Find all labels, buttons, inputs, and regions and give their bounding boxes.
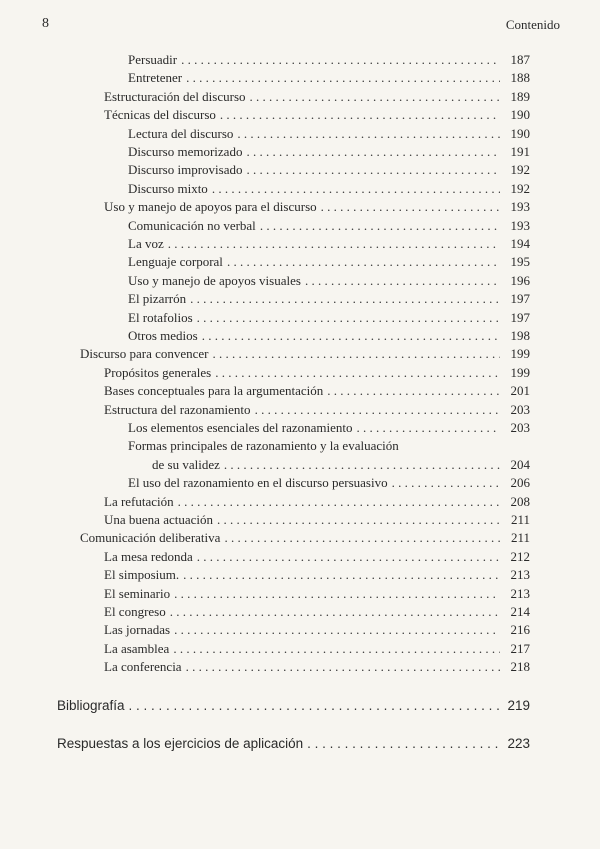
toc-entry [104,622,530,638]
toc-entry-page: 198 [510,328,530,343]
toc-entry-label: Estructuración del discurso [104,88,246,104]
toc-entry [104,402,530,418]
toc-entry-label: Lenguaje corporal [128,254,223,270]
dot-leader [321,199,500,215]
toc-entry-label: Comunicación deliberativa [80,530,221,546]
toc-entry-label: La voz [128,236,164,251]
toc-entry-label: Formas principales de razonamiento y la evaluación [128,438,399,454]
dot-leader [190,291,500,307]
dot-leader [237,126,500,142]
toc-entry-page: 213 [510,567,530,583]
running-head: Contenido [505,17,560,32]
toc-entry-label: Otros medios [128,328,198,343]
toc-entry [104,365,530,381]
dot-leader [255,402,500,418]
dot-leader [170,604,500,620]
dot-leader [246,144,500,160]
toc-major-entry [57,736,530,752]
toc-entry [104,512,530,528]
dot-leader [213,346,501,362]
toc-entry-label: El pizarrón [128,291,187,307]
toc-entry [104,586,530,602]
toc-entry-page: 212 [510,548,530,564]
toc-entry-page: 188 [510,70,530,86]
toc-entry-label: El uso del razonamiento en el discurso persuasivo [128,475,388,491]
dot-leader [392,475,500,491]
toc-entry-label: Discurso improvisado [128,162,243,178]
toc-entry-page: 211 [510,512,530,527]
dot-leader [168,236,500,252]
dot-leader [174,622,500,638]
toc-entry-label: El congreso [104,604,166,619]
toc-entry [104,494,530,510]
toc-entry-page: 204 [510,456,530,472]
toc-entry-label: Discurso para convencer [80,346,209,362]
toc-entry-page: 197 [510,309,530,325]
toc-entry-label: Propósitos generales [104,364,212,380]
dot-leader [197,549,500,565]
dot-leader [246,162,500,178]
toc-entry-page: 203 [510,420,530,435]
toc-entry-page: 203 [510,401,530,417]
toc-entry-page: 194 [510,236,530,251]
dot-leader [227,254,500,270]
toc-entry [104,659,530,675]
toc-entry [104,199,530,215]
toc-entry-label: El simposium. [104,567,180,583]
toc-entry-label: Uso y manejo de apoyos visuales [128,272,301,288]
toc-entry-page: 190 [510,125,530,141]
toc-entry-page: 192 [510,162,530,178]
toc-entry-label: Bases conceptuales para la argumentación [104,383,324,399]
toc-entry [128,236,530,252]
toc-major-entry-label: Respuestas a los ejercicios de aplicación [57,736,304,751]
toc-entry [152,457,530,473]
dot-leader [183,567,500,583]
toc-entry-page: 191 [510,144,530,159]
toc-entry [128,181,530,197]
toc-entry-page: 199 [510,364,530,380]
page-number: 8 [42,16,49,31]
toc-entry-page: 201 [510,383,530,399]
toc-entry [128,52,530,68]
toc-entry [128,218,530,234]
dot-leader [129,698,500,714]
toc-entry-label: Entretener [128,70,183,86]
toc-entry [104,567,530,583]
toc-entry-label: Los elementos esenciales del razonamiento [128,420,353,435]
toc-entry [104,641,530,657]
toc-entry-label: Lectura del discurso [128,125,234,141]
toc-entry-label: El seminario [104,585,171,601]
toc-entry [128,438,530,454]
dot-leader [178,494,500,510]
dot-leader [305,273,500,289]
toc-entry-page: 197 [510,291,530,307]
toc-entry [104,107,530,123]
toc-entry-label: Técnicas del discurso [104,107,216,123]
toc-entry-page: 214 [510,604,530,619]
dot-leader [224,530,500,546]
toc-entry [80,346,530,362]
toc-entry-page: 195 [510,254,530,270]
dot-leader [250,89,500,105]
dot-leader [307,736,500,752]
dot-leader [202,328,500,344]
toc-entry [104,604,530,620]
toc-entry-label: de su validez [152,456,220,472]
toc-entry [128,273,530,289]
toc-entry-label: Uso y manejo de apoyos para el discurso [104,199,317,215]
toc-entry-label: Las jornadas [104,622,171,638]
dot-leader [186,70,500,86]
toc-entry-page: 190 [510,107,530,123]
toc-entry-page: 211 [510,530,530,546]
toc-major-entry-label: Bibliografía [57,698,125,713]
toc-entry-page: 193 [510,217,530,233]
toc-entry [128,126,530,142]
toc-entry [128,291,530,307]
dot-leader [224,457,500,473]
dot-leader [260,218,500,234]
toc-entry-label: Discurso memorizado [128,144,243,159]
toc-entry [128,144,530,160]
toc-entry-label: La conferencia [104,659,182,675]
toc-entry [104,89,530,105]
toc-major-entry-page: 223 [507,736,530,751]
toc-entry [128,475,530,491]
toc-entry [128,310,530,326]
toc-entry-page: 196 [510,272,530,288]
toc-entry-label: La refutación [104,493,174,509]
toc-entry [80,530,530,546]
toc-entry-page: 217 [510,640,530,656]
toc-entry-page: 216 [510,622,530,638]
toc-major-entry [57,698,530,714]
dot-leader [357,420,500,436]
toc-entry-page: 218 [510,659,530,675]
toc-entry-label: Comunicación no verbal [128,217,256,233]
toc-entry [128,70,530,86]
toc-entry-label: La mesa redonda [104,548,193,564]
dot-leader [217,512,500,528]
toc-entry-label: Estructura del razonamiento [104,401,251,417]
toc-entry [128,254,530,270]
toc-entry-label: Discurso mixto [128,180,208,196]
dot-leader [220,107,500,123]
toc-entry-page: 199 [510,346,530,362]
toc-entry-label: El rotafolios [128,309,193,325]
toc-entry-page: 192 [510,180,530,196]
toc-entry-page: 193 [510,199,530,215]
dot-leader [181,52,500,68]
dot-leader [327,383,500,399]
dot-leader [186,659,500,675]
toc-major-entry-page: 219 [507,698,530,713]
toc-entry [128,420,530,436]
toc-entry [128,328,530,344]
dot-leader [197,310,500,326]
toc-entry [128,162,530,178]
toc-entry [104,383,530,399]
dot-leader [215,365,500,381]
toc-entry-page: 187 [510,52,530,67]
toc-entry-page: 208 [510,493,530,509]
toc-entry-label: Persuadir [128,52,178,67]
dot-leader [174,586,500,602]
toc-entry [104,549,530,565]
dot-leader [173,641,500,657]
toc-entry-page: 206 [510,475,530,491]
dot-leader [212,181,500,197]
toc-entry-page: 189 [510,88,530,104]
toc-entry-label: Una buena actuación [104,512,214,527]
toc-entry-page: 213 [510,585,530,601]
toc-entry-label: La asamblea [104,640,170,656]
